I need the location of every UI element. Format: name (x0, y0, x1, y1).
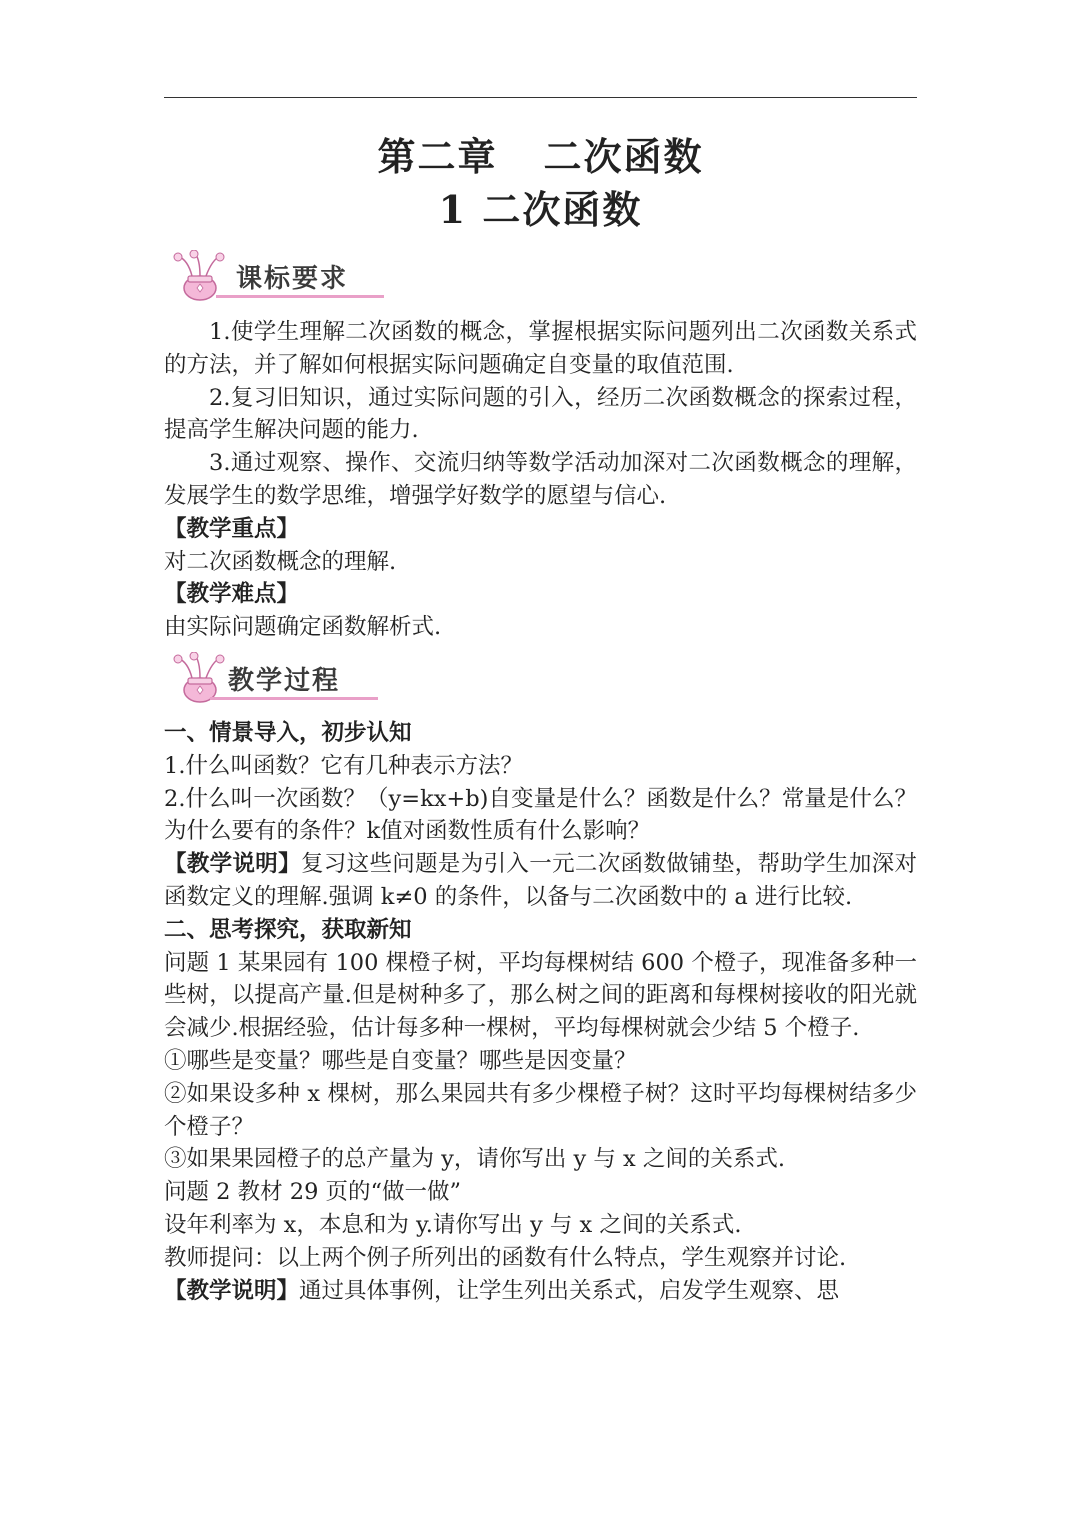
chapter-label: 第二章 (377, 134, 498, 179)
chapter-title (164, 132, 917, 182)
standards-item: 1.使学生理解二次函数的概念，掌握根据实际问题列出二次函数关系式的方法，并了解如何根据实际问题确定自变量的取值范围. (164, 319, 917, 378)
standards-item: 3.通过观察、操作、交流归纳等数学活动加深对二次函数概念的理解，发展学生的数学思维，增强学好数学的愿望与信心. (164, 450, 917, 509)
chapter-name: 二次函数 (543, 134, 704, 179)
part1-heading: 一、情景导入，初步认知 (164, 720, 412, 746)
section-title: 1 二次函数 (438, 187, 643, 232)
problem-1: 问题 1 某果园有 100 棵橙子树，平均每棵树结 600 个橙子，现准备多种一些树，以提高产量.但是树种多了，那么树之间的距离和每棵树接收的阳光就会减少.根据经验，估计每多种一棵树，平均每棵树就会少结 5 个橙子. (164, 949, 917, 1042)
teacher-question: 教师提问：以上两个例子所列出的函数有什么特点，学生观察并讨论. (164, 1244, 847, 1271)
header-rule (164, 97, 917, 98)
problem-2-text: 设年利率为 x，本息和为 y.请你写出 y 与 x 之间的关系式. (164, 1211, 742, 1238)
badge-underline (216, 295, 384, 298)
title-block (164, 132, 917, 238)
standards-badge (170, 250, 385, 304)
teaching-note-2 (164, 1275, 917, 1308)
difficulty-text: 由实际问题确定函数解析式. (164, 614, 442, 641)
standards-section (164, 316, 917, 644)
teaching-note-1 (164, 848, 917, 914)
note-text: 通过具体事例，让学生列出关系式，启发学生观察、思 (299, 1277, 840, 1304)
process-badge-label: 教学过程 (228, 666, 341, 696)
sub-question-3: ③如果果园橙子的总产量为 y，请你写出 y 与 x 之间的关系式. (164, 1146, 786, 1173)
note-label: 【教学说明】 (164, 851, 301, 878)
sub-question-1: ①哪些是变量？哪些是自变量？哪些是因变量？ (164, 1047, 637, 1074)
key-point-text: 对二次函数概念的理解. (164, 548, 397, 575)
problem-2: 问题 2 教材 29 页的“做一做” (164, 1179, 462, 1206)
sub-question-2: ②如果设多种 x 棵树，那么果园共有多少棵橙子树？这时平均每棵树结多少个橙子？ (164, 1080, 917, 1140)
badge-underline (210, 697, 378, 700)
question-2: 2.什么叫一次函数？（y=kx+b)自变量是什么？函数是什么？常量是什么？为什么要有的条件？k值对函数性质有什么影响？ (164, 785, 917, 845)
note-label: 【教学说明】 (164, 1277, 300, 1304)
question-1: 1.什么叫函数？它有几种表示方法？ (164, 752, 523, 779)
process-badge (170, 652, 385, 706)
standards-badge-label: 课标要求 (236, 264, 349, 294)
difficulty-heading: 【教学难点】 (164, 581, 300, 608)
part2-heading: 二、思考探究，获取新知 (164, 916, 412, 943)
key-point-heading: 【教学重点】 (164, 515, 300, 542)
standards-item: 2.复习旧知识，通过实际问题的引入，经历二次函数概念的探索过程，提高学生解决问题的能力. (164, 384, 917, 444)
process-section (164, 717, 917, 1307)
note-text: 复习这些问题是为引入一元二次函数做铺垫，帮助学生加深对函数定义的理解.强调 k≠0 的条件，以备与二次函数中的 a 进行比较. (164, 851, 917, 910)
